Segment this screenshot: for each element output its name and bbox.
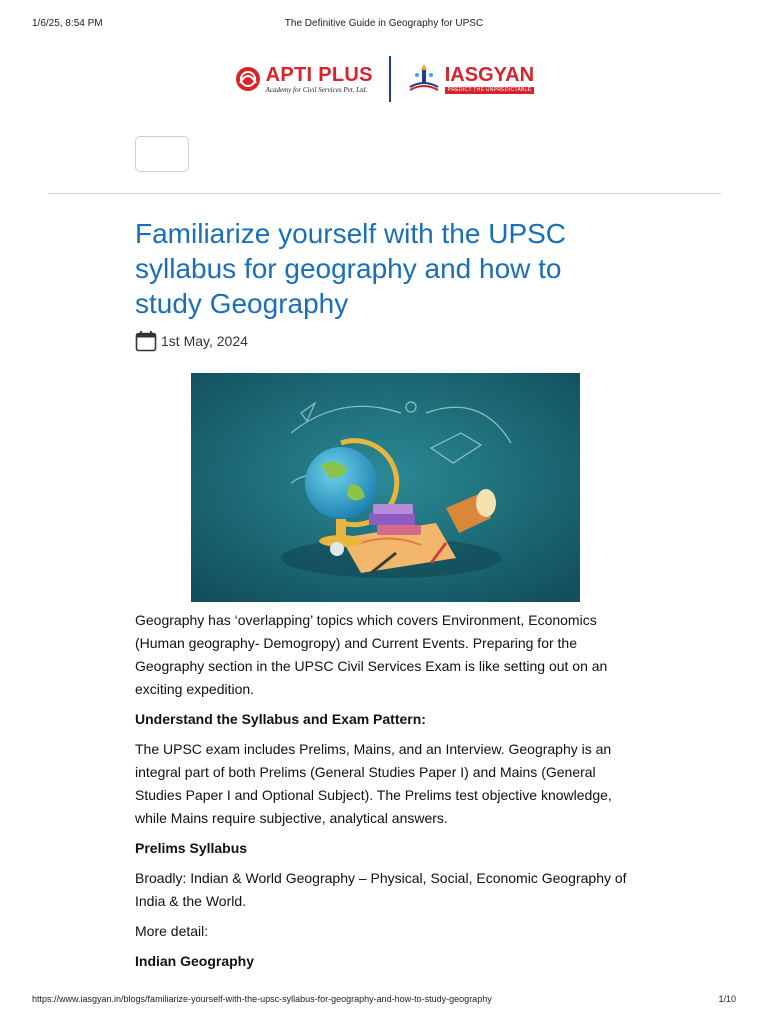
section-heading: Prelims Syllabus bbox=[135, 840, 248, 856]
geography-hero-image bbox=[191, 373, 580, 602]
section-heading: Understand the Syllabus and Exam Pattern: bbox=[135, 711, 426, 727]
article-title: Familiarize yourself with the UPSC syllabus for geography and how to study Geography bbox=[135, 218, 567, 319]
paragraph: Broadly: Indian & World Geography – Physical, Social, Economic Geography of India & the World. bbox=[135, 870, 627, 909]
paragraph: Geography has ‘overlapping’ topics which covers Environment, Economics (Human geography- Demogropy) and Current Events. Preparing for the Geography section in the UPSC Civil Services Exam is like setting out on an exciting expedition. bbox=[135, 612, 608, 697]
site-logos[interactable] bbox=[0, 56, 768, 102]
apti-emblem-icon bbox=[234, 65, 262, 93]
iasgyan-name: IASGYAN bbox=[444, 63, 535, 86]
apti-plus-logo[interactable] bbox=[234, 65, 373, 94]
article-content bbox=[135, 609, 635, 980]
section-heading: Indian Geography bbox=[135, 953, 255, 969]
iasgyan-emblem-icon bbox=[407, 63, 441, 95]
paragraph: The UPSC exam includes Prelims, Mains, and an Interview. Geography is an integral part of both Prelims (General Studies Paper I) and Mains (General Studies Paper I and Optional Subject). The Prelims test objective knowledge, while Mains require subjective, analytical answers. bbox=[135, 741, 612, 826]
print-header bbox=[32, 18, 736, 29]
print-datetime: 1/6/25, 8:54 PM bbox=[32, 18, 103, 29]
print-footer bbox=[32, 994, 736, 1004]
apti-name: APTI PLUS bbox=[265, 63, 373, 86]
iasgyan-logo[interactable] bbox=[407, 63, 535, 95]
apti-tagline: Academy for Civil Services Pvt. Ltd. bbox=[265, 85, 368, 94]
article-date: 1st May, 2024 bbox=[161, 333, 248, 349]
header-divider bbox=[48, 193, 721, 194]
article-date-row bbox=[135, 330, 248, 352]
calendar-icon bbox=[135, 330, 157, 352]
logo-divider bbox=[389, 56, 391, 102]
print-url: https://www.iasgyan.in/blogs/familiarize-yourself-with-the-upsc-syllabus-for-geography-and-how-to-study-geography bbox=[32, 994, 492, 1004]
share-button[interactable] bbox=[135, 136, 189, 172]
print-page-title: The Definitive Guide in Geography for UPSC bbox=[284, 18, 484, 29]
paragraph: More detail: bbox=[135, 923, 209, 939]
iasgyan-tagline: PREDICT THE UNPREDICTABLE bbox=[445, 87, 535, 94]
print-page-number: 1/10 bbox=[718, 994, 736, 1004]
